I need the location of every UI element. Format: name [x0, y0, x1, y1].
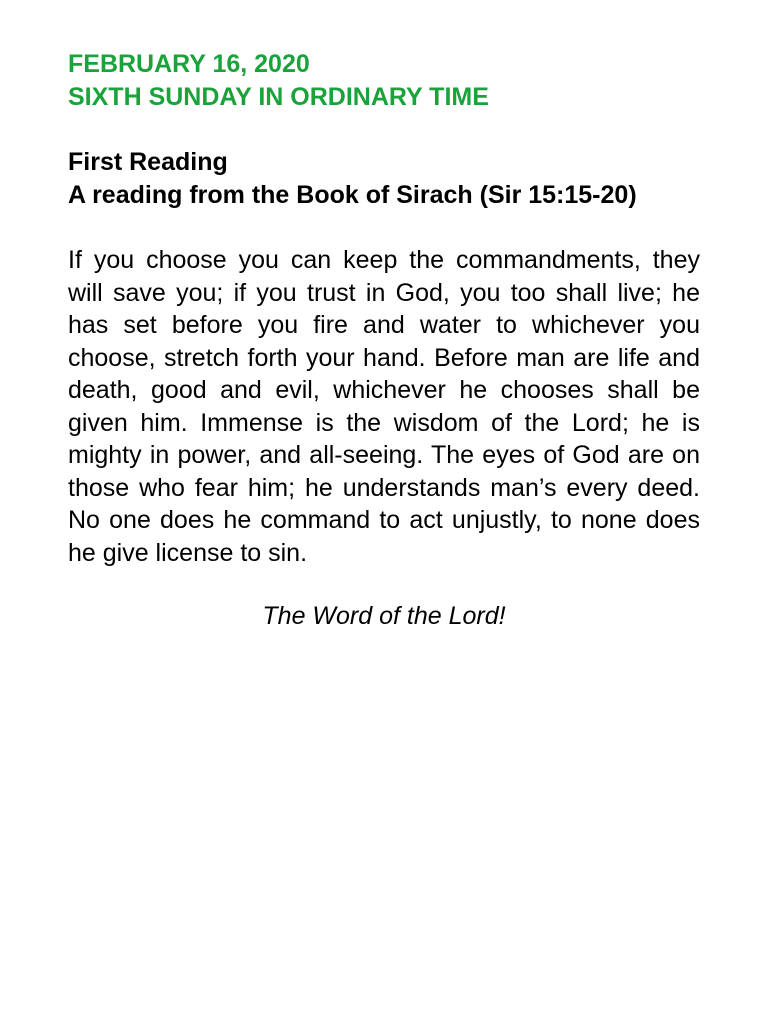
date-heading: FEBRUARY 16, 2020 — [68, 50, 310, 78]
reading-source: A reading from the Book of Sirach (Sir 15:15-20) — [68, 181, 637, 209]
reading-title: First Reading — [68, 148, 228, 176]
document-page — [68, 48, 700, 633]
occasion-heading: SIXTH SUNDAY IN ORDINARY TIME — [68, 83, 489, 111]
closing-acclamation: The Word of the Lord! — [262, 602, 506, 630]
reading-text: If you choose you can keep the commandments, they will save you; if you trust in God, you too shall live; he has set before you fire and water to whichever you choose, stretch forth your hand. Before man are life and death, good and evil, whichever he chooses shall be given him. Immense is the wisdom of the Lord; he is mighty in power, and all-seeing. The eyes of God are on those who fear him; he understands man’s every deed. No one does he command to act unjustly, to none does he give license to sin. — [68, 246, 700, 567]
reading-header — [68, 146, 700, 212]
liturgical-heading — [68, 48, 700, 114]
